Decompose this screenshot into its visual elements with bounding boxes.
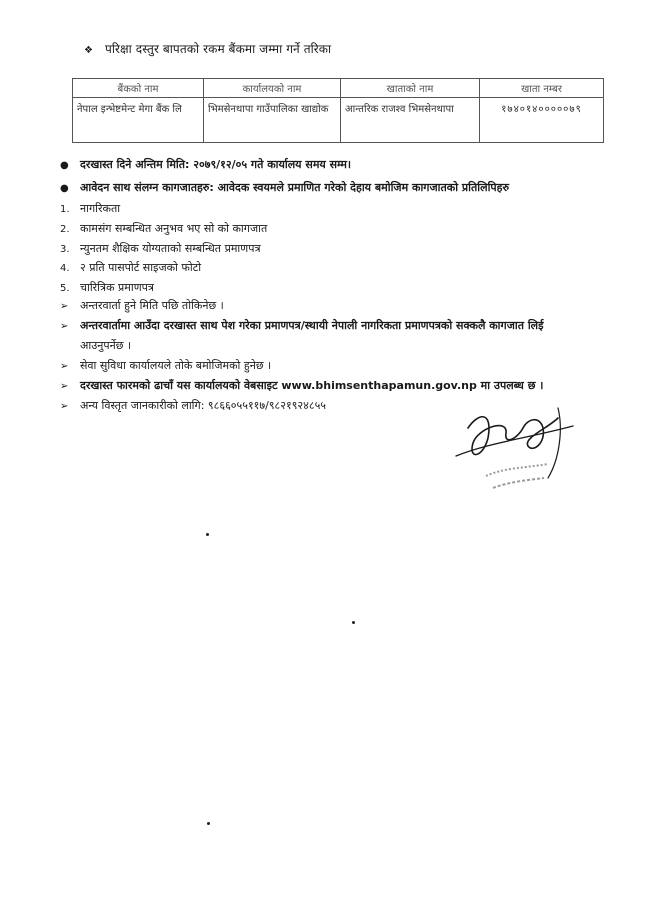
cell-account-name: आन्तरिक राजश्व भिमसेनथापा <box>341 98 480 143</box>
arrow-bullet-icon: ➢ <box>60 381 69 392</box>
section-heading <box>84 40 331 57</box>
bullet-icon: ● <box>60 160 69 171</box>
col-account-number: खाता नम्बर <box>480 79 604 98</box>
list-item-photo: 4. २ प्रति पासपोर्ट साइजको फोटो <box>60 261 202 274</box>
list-item-experience: 2. कामसंग सम्बन्धित अनुभव भए सो को कागजात <box>60 222 268 235</box>
list-number: 5. <box>60 283 70 294</box>
list-item-attachments: ● आवेदन साथ संलग्न कागजातहरु: आवेदक स्वयमले प्रमाणित गरेको देहाय बमोजिम कागजातको प्रतिलिपिहरु <box>60 181 510 194</box>
arrow-bullet-icon: ➢ <box>60 361 69 372</box>
signature-stamp <box>448 398 588 508</box>
list-number: 2. <box>60 224 70 235</box>
list-item-interview-docs: ➢ अन्तरवार्तामा आउँदा दरखास्त साथ पेश गरेका प्रमाणपत्र/स्थायी नेपाली नागरिकता प्रमाणपत्रको सक्कलै कागजात लिई आउनुपर्नेछ । <box>60 319 544 352</box>
list-number: 4. <box>60 263 70 274</box>
arrow-bullet-icon: ➢ <box>60 321 69 332</box>
list-item-contact: ➢ अन्य विस्तृत जानकारीको लागि: ९८६६०५५११७/९८२१९२४८५५ <box>60 399 327 412</box>
table-row <box>73 98 604 143</box>
scan-speck <box>206 533 209 536</box>
heading-text: परिक्षा दस्तुर बापतको रकम बैंकमा जम्मा गर्ने तरिका <box>105 42 332 56</box>
list-item-form-website: ➢ दरखास्त फारमको ढाचाँ यस कार्यालयको वेबसाइट www.bhimsenthapamun.gov.np मा उपलब्ध छ । <box>60 379 544 392</box>
col-account-name: खाताको नाम <box>341 79 480 98</box>
col-office-name: कार्यालयको नाम <box>204 79 341 98</box>
cell-office: भिमसेनथापा गाउँपालिका खाद्योक <box>204 98 341 143</box>
list-number: 3. <box>60 244 70 255</box>
list-item-deadline: ● दरखास्त दिने अन्तिम मिति: २०७९/१२/०५ गते कार्यालय समय सम्म। <box>60 158 352 171</box>
list-item-citizenship: 1. नागरिकता <box>60 202 121 215</box>
cell-bank: नेपाल इन्भेष्टमेन्ट मेगा बैंक लि <box>73 98 204 143</box>
diamond-bullet-icon: ❖ <box>84 45 94 56</box>
list-item-interview-date: ➢ अन्तरवार्ता हुने मिति पछि तोकिनेछ । <box>60 299 224 312</box>
list-item-character-cert: 5. चारित्रिक प्रमाणपत्र <box>60 281 155 294</box>
arrow-bullet-icon: ➢ <box>60 401 69 412</box>
arrow-bullet-icon: ➢ <box>60 301 69 312</box>
scan-speck <box>207 822 210 825</box>
scan-speck <box>352 621 355 624</box>
col-bank-name: बैंकको नाम <box>73 79 204 98</box>
list-item-education: 3. न्युनतम शैक्षिक योग्यताको सम्बन्धित प्रमाणपत्र <box>60 242 261 255</box>
list-item-facilities: ➢ सेवा सुविधा कार्यालयले तोके बमोजिमको हुनेछ । <box>60 359 272 372</box>
table-header-row <box>73 79 604 98</box>
list-number: 1. <box>60 204 70 215</box>
bank-details-table <box>72 78 604 143</box>
bullet-icon: ● <box>60 183 69 194</box>
cell-account-number: १७४०१४०००००७९ <box>480 98 604 143</box>
